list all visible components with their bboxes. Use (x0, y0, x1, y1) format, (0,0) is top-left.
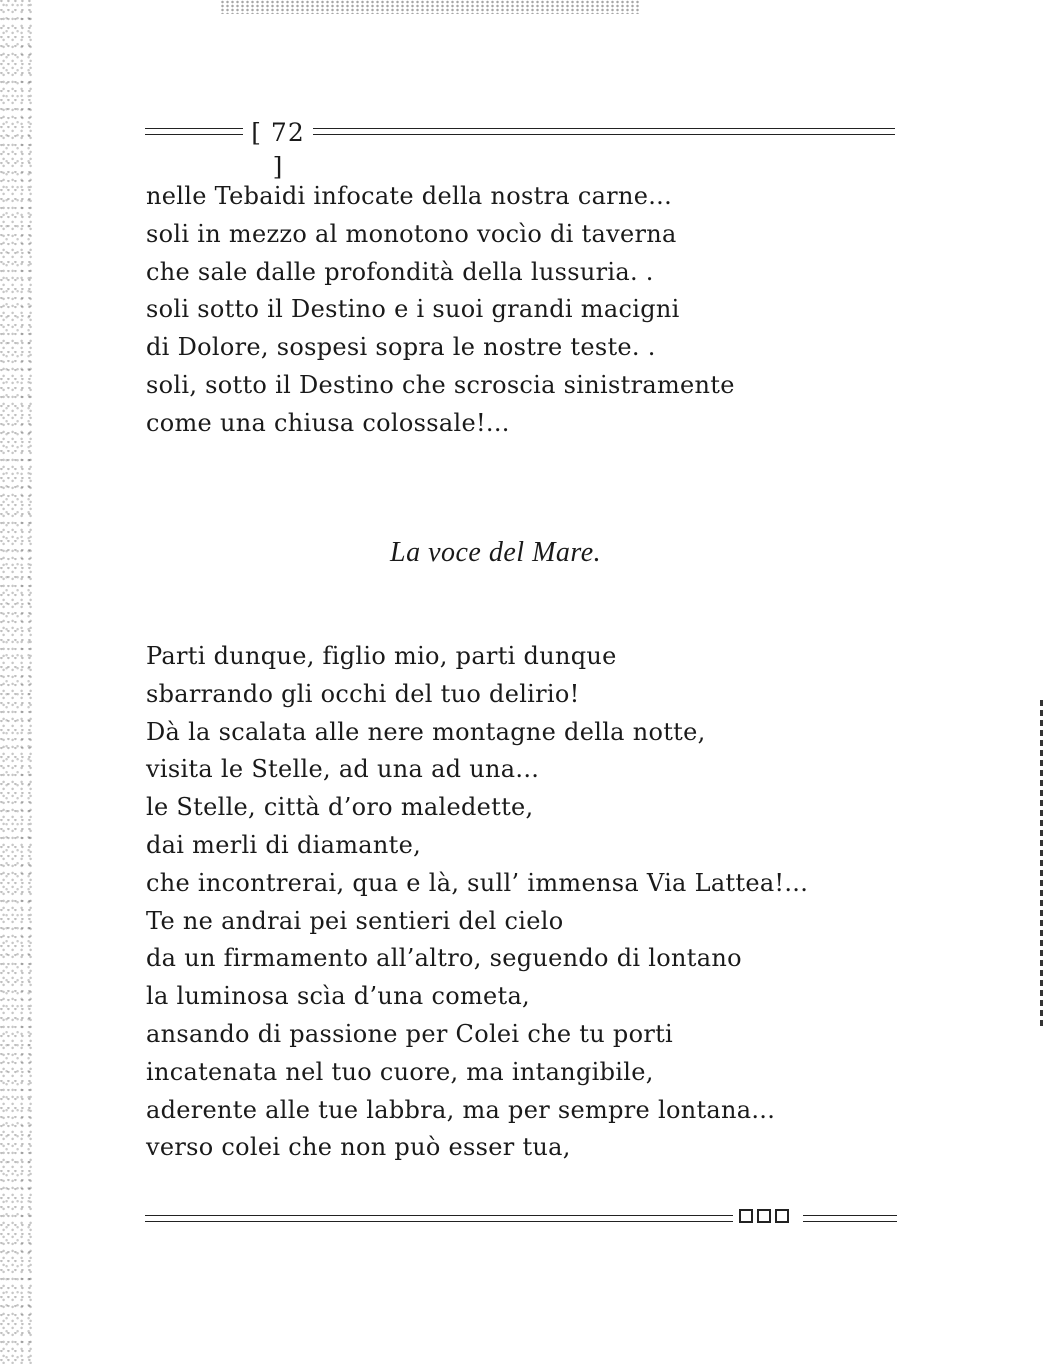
verse-line: Parti dunque, figlio mio, parti dunque (146, 642, 617, 670)
header-rule-right (313, 128, 895, 135)
square-ornament-icon (739, 1209, 753, 1223)
footer-rule-left (145, 1215, 733, 1222)
verse-line: che sale dalle profondità della lussuria. . (146, 257, 654, 286)
verse-line: dai merli di diamante, (146, 830, 422, 859)
verse-line: le Stelle, città d’oro maledette, (146, 793, 534, 822)
square-boxes-ornament (739, 1209, 789, 1223)
scan-noise-right-edge (1040, 700, 1043, 1030)
page-footer-ornament (145, 1208, 897, 1232)
stanza-continued (146, 178, 735, 443)
verse-line: verso colei che non può esser tua, (146, 1133, 571, 1162)
verse-line: da un firmamento all’altro, seguendo di lontano (146, 944, 742, 973)
verse-line: Te ne andrai pei sentieri del cielo (146, 906, 564, 935)
verse-line: come una chiusa colossale!... (146, 408, 510, 437)
poem-stanza (146, 638, 808, 1167)
verse-line: soli sotto il Destino e i suoi grandi macigni (146, 295, 680, 324)
poem-title: La voce del Mare. (390, 537, 602, 568)
scan-noise-left-edge (0, 0, 34, 1364)
page-header (145, 116, 895, 181)
verse-line: visita le Stelle, ad una ad una... (146, 755, 540, 784)
verse-line: ansando di passione per Colei che tu porti (146, 1019, 674, 1048)
page-number: [ 72 ] (251, 118, 305, 181)
verse-line: sbarrando gli occhi del tuo delirio! (146, 679, 580, 708)
verse-line: soli, sotto il Destino che scroscia sinistramente (146, 370, 735, 399)
verse-line: incatenata nel tuo cuore, ma intangibile, (146, 1057, 654, 1086)
header-rule-left (145, 128, 243, 135)
verse-line: Dà la scalata alle nere montagne della notte, (146, 717, 706, 746)
verse-line: di Dolore, sospesi sopra le nostre teste. . (146, 333, 656, 362)
verse-line: soli in mezzo al monotono vocìo di taverna (146, 219, 677, 248)
verse-line: aderente alle tue labbra, ma per sempre lontana... (146, 1095, 776, 1124)
scan-noise-top (220, 0, 640, 14)
footer-rule-right (803, 1215, 897, 1222)
verse-line: nelle Tebaidi infocate della nostra carne... (146, 182, 673, 210)
verse-line: la luminosa scìa d’una cometa, (146, 982, 530, 1011)
square-ornament-icon (775, 1209, 789, 1223)
square-ornament-icon (757, 1209, 771, 1223)
verse-line: che incontrerai, qua e là, sull’ immensa Via Lattea!... (146, 868, 809, 897)
